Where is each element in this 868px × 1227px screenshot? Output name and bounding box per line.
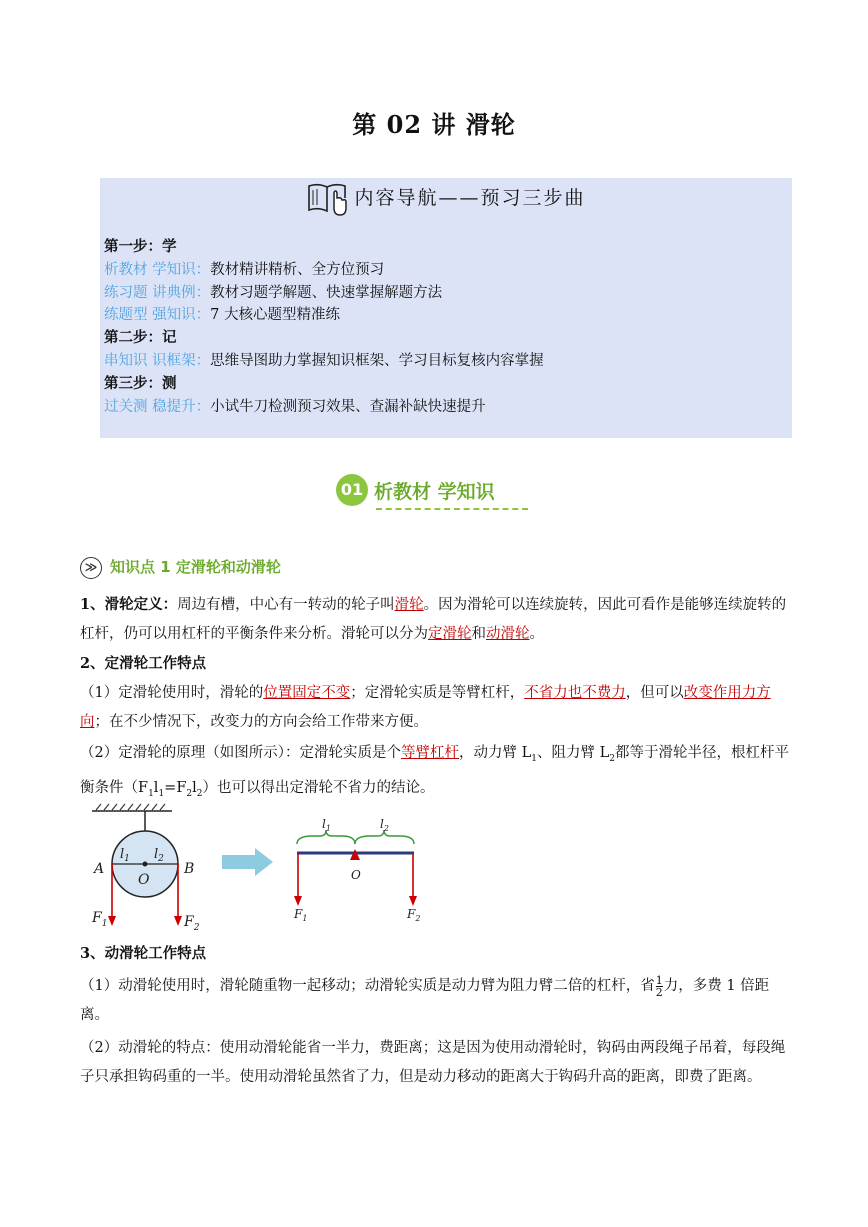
nav-line-text: 7 大核心题型精准练 (210, 307, 340, 324)
fraction-denominator: 2 (655, 985, 663, 999)
lever-label-o: O (351, 868, 361, 882)
para-head: 3、动滑轮工作特点 (80, 945, 207, 962)
paragraph-fixed-pulley-1 (80, 679, 792, 737)
pulley-center (143, 862, 148, 867)
section-number: 01 (336, 474, 368, 506)
heading-movable-pulley (80, 939, 792, 969)
nav-step1: 第一步：学 (104, 238, 177, 255)
subscript: 1 (158, 788, 165, 799)
text: ，但可以 (625, 685, 684, 701)
nav-line-text: 思维导图助力掌握知识框架、学习目标复核内容掌握 (210, 352, 544, 369)
nav-line-text: 小试牛刀检测预习效果、查漏补缺快速提升 (210, 398, 486, 415)
nav-heading-text: 内容导航——预习三步曲 (354, 187, 586, 209)
label-b: B (184, 861, 195, 877)
key-term: 不省力也不费力 (524, 685, 626, 701)
paragraph-movable-pulley-1 (80, 972, 792, 1030)
nav-line-2 (104, 282, 544, 305)
nav-step3: 第三步：测 (104, 374, 177, 392)
key-term: 动滑轮 (486, 626, 530, 642)
key-term: 改变作用力方向 (80, 685, 771, 730)
nav-line-1 (104, 259, 544, 282)
nav-step2: 第二步：记 (104, 329, 177, 347)
knowledge-point-text: 知识点 1 定滑轮和动滑轮 (110, 558, 281, 576)
subscript: 1 (531, 753, 537, 764)
paragraph-movable-pulley-2: （2）动滑轮的特点：使用动滑轮能省一半力，费距离；这是因为使用动滑轮时，钩码由两段绳子吊着，每段绳子只承担钩码重的一半。使用动滑轮虽然省了力，但是动力移动的距离大于钩码升高的距离，即费了距离。 (80, 1040, 786, 1085)
text: 周边有槽，中心有一转动的轮子叫 (177, 597, 395, 613)
nav-line-label: 练题型 强知识： (104, 307, 211, 324)
heading-fixed-pulley (80, 649, 792, 679)
text: l (153, 779, 159, 796)
text: （1）定滑轮使用时，滑轮的 (80, 685, 264, 701)
section-title: 析教材 学知识 (374, 480, 495, 503)
label-o: O (138, 872, 150, 888)
nav-lines (104, 236, 544, 418)
text: 和 (471, 626, 486, 642)
key-term: 等臂杠杆 (400, 745, 459, 761)
text: 。 (529, 626, 544, 642)
nav-line-3 (104, 304, 544, 327)
text: 力，多费 1 倍距离。 (80, 978, 770, 1023)
nav-line-label: 过关测 稳提升： (104, 398, 211, 415)
key-term: 定滑轮 (428, 626, 472, 642)
text: 。因为滑轮可以连续旋转，因此可看作是能够连续旋转的杠杆，仍可以用杠杆的平衡条件来分析。滑轮可以分为 (80, 597, 787, 642)
text: 、阻力臂 L (536, 745, 610, 761)
text: ）也可以得出定滑轮不省力的结论。 (202, 779, 435, 796)
nav-line-text: 教材精讲精析、全方位预习 (210, 261, 385, 278)
nav-line-5 (104, 396, 544, 419)
ceiling-hatch (96, 804, 165, 810)
key-term: 位置固定不变 (263, 685, 351, 701)
subscript: 1 (148, 788, 154, 799)
force-f2-arrow (174, 916, 182, 926)
nav-line-4 (104, 350, 544, 373)
knowledge-point-heading (80, 556, 281, 579)
label-l1: $l_1$ (120, 847, 130, 864)
lever-f1-arrow (294, 896, 302, 906)
nav-heading (100, 180, 792, 218)
key-term: 滑轮 (394, 597, 424, 613)
section-badge (336, 474, 495, 508)
nav-line-label: 串知识 识框架： (104, 352, 211, 369)
fraction-numerator: 1 (655, 973, 663, 987)
page-title: 第 02 讲 滑轮 (352, 110, 516, 139)
text: 都等于滑轮半径，根杠杆平衡条件（F (80, 745, 789, 796)
text: （2）定滑轮的原理（如图所示）：定滑轮实质是个 (80, 745, 401, 761)
label-l2: $l_2$ (154, 847, 164, 864)
text: =F (164, 779, 187, 796)
force-f1-arrow (108, 916, 116, 926)
nav-line-label: 练习题 讲典例： (104, 284, 211, 301)
text: （1）动滑轮使用时，滑轮随重物一起移动；动滑轮实质是动力臂为阻力臂二倍的杠杆，省 (80, 978, 655, 994)
subscript: 2 (186, 788, 193, 799)
para-head: 2、定滑轮工作特点 (80, 655, 207, 672)
section-underline (376, 508, 528, 510)
chevron-right-icon: ≫ (80, 557, 102, 579)
lever-label-l1: $l_1$ (322, 817, 331, 833)
label-f2: $F_2$ (184, 914, 200, 933)
para-head: 1、滑轮定义： (80, 596, 178, 613)
subscript: 2 (196, 788, 203, 799)
transform-arrow (222, 848, 273, 876)
fixed-pulley-figure (80, 800, 440, 940)
paragraph-pulley-definition (80, 590, 792, 649)
text: ，动力臂 L (458, 745, 532, 761)
fraction-half (656, 975, 663, 998)
text: ；定滑轮实质是等臂杠杆， (350, 685, 525, 701)
paragraph-fixed-pulley-2 (80, 739, 792, 809)
nav-line-text: 教材习题学解题、快速掌握解题方法 (210, 284, 443, 301)
content-navigation-box (100, 178, 792, 438)
label-a: A (94, 861, 105, 877)
text: ；在不少情况下，改变力的方向会给工作带来方便。 (94, 714, 428, 730)
lever-f2-arrow (409, 896, 417, 906)
label-f1: $F_1$ (92, 910, 108, 929)
lever-label-l2: $l_2$ (380, 817, 389, 833)
subscript: 2 (609, 753, 615, 764)
nav-line-label: 析教材 学知识： (104, 261, 211, 278)
lever-label-f1: $F_1$ (294, 907, 308, 923)
text: l (192, 779, 197, 796)
book-hand-icon (306, 180, 350, 218)
lever-label-f2: $F_2$ (407, 907, 421, 923)
